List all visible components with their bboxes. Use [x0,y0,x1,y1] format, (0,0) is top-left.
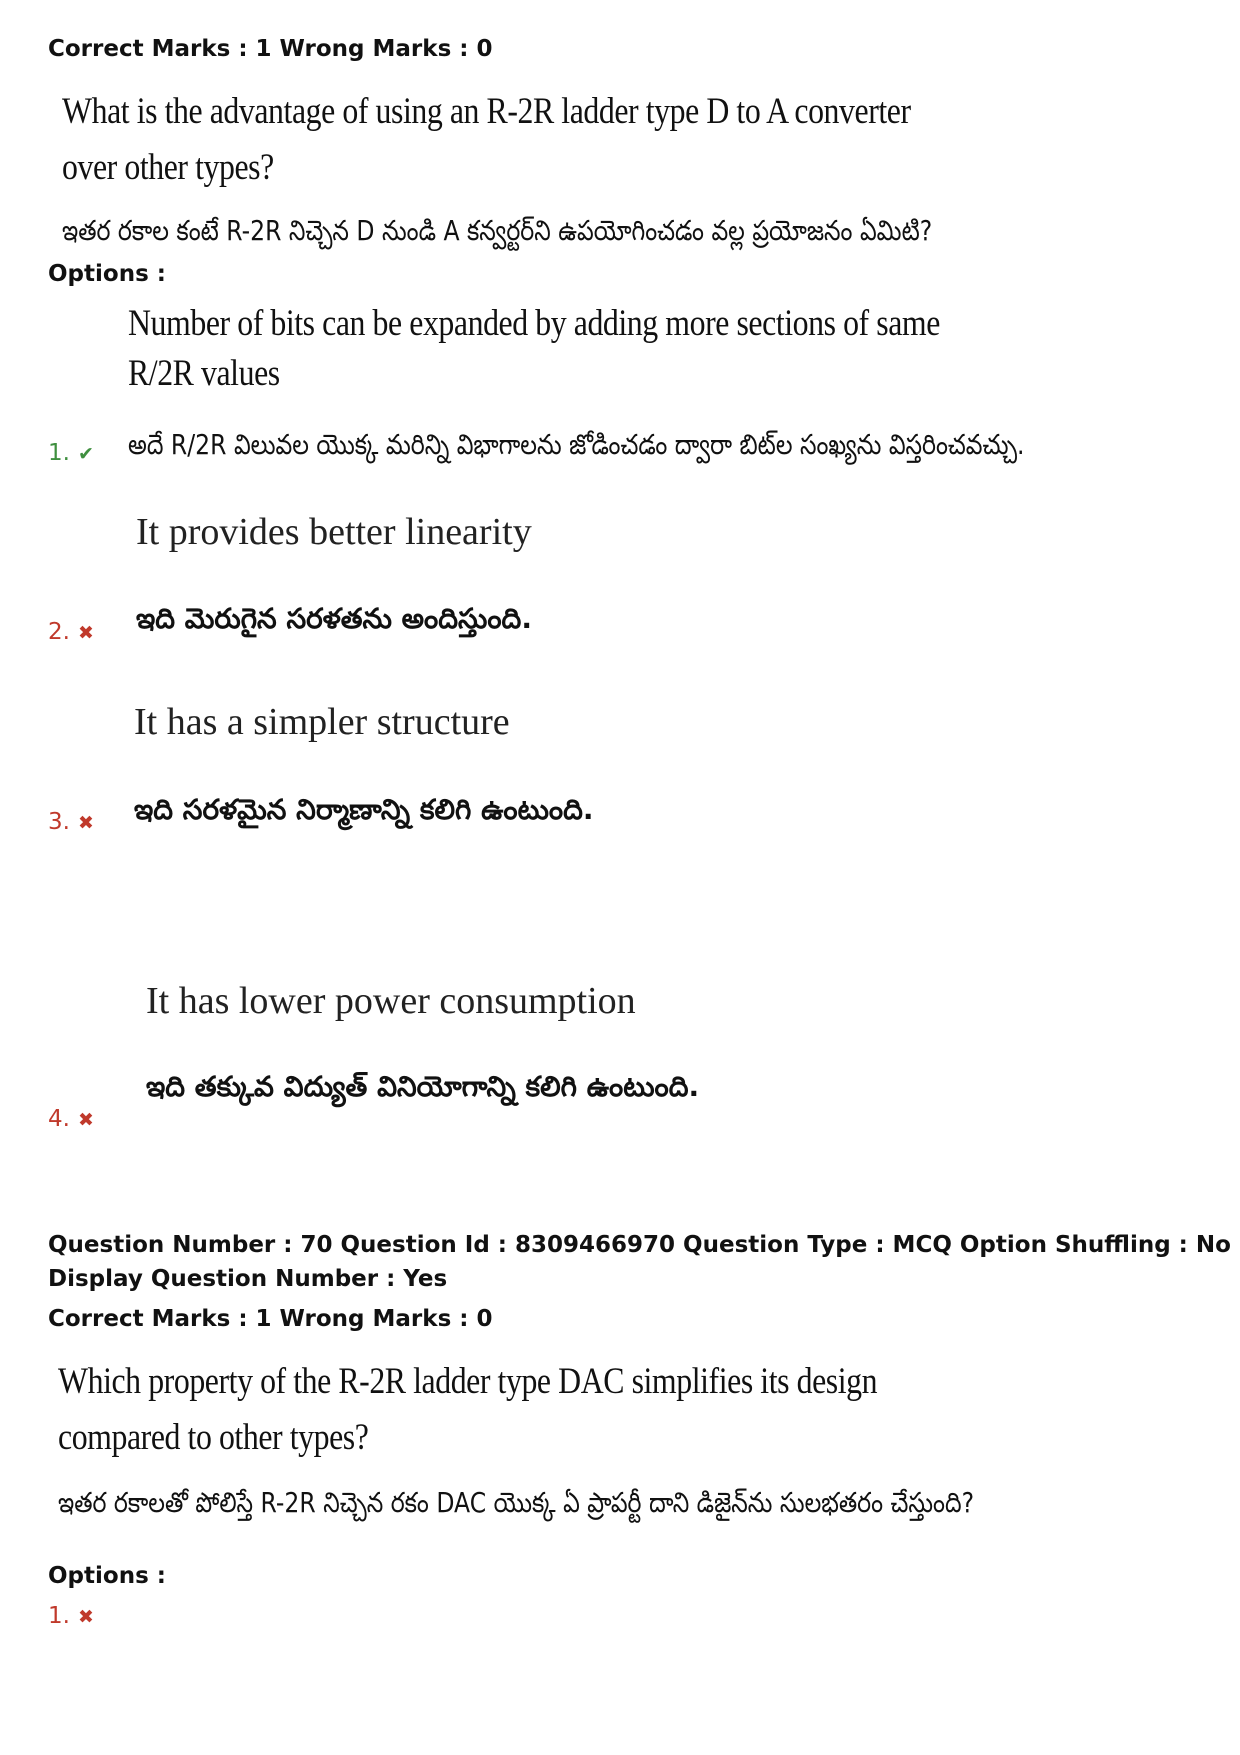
q2-options-label: Options : [48,1563,166,1589]
q1-option-1-number [48,440,94,466]
q2-header-line2: Display Question Number : Yes [48,1266,448,1292]
q1-option-1-te: అదే R/2R విలువల యొక్క మరిన్ని విభాగాలను జోడించడం ద్వారా బిట్‌ల సంఖ్యను విస్తరించవచ్చు. [128,428,1025,461]
option-number: 2. [48,619,70,645]
q1-option-1-en: Number of bits can be expanded by adding more sections of same R/2R values [128,303,940,394]
q1-option-4-number [48,1106,94,1132]
q1-option-2-en: It provides better linearity [136,511,532,553]
q1-option-3-en: It has a simpler structure [134,701,510,743]
cross-icon: ✖ [77,1606,94,1628]
option-number: 1. [48,1603,70,1629]
q2-option-1-number [48,1603,94,1629]
q2-question-en: Which property of the R-2R ladder type DAC simplifies its design compared to other types? [58,1361,878,1458]
option-number: 1. [48,440,70,466]
q1-question-en: What is the advantage of using an R-2R ladder type D to A converter over other types? [62,91,911,188]
q1-option-3-te: ఇది సరళమైన నిర్మాణాన్ని కలిగి ఉంటుంది. [134,793,594,826]
q1-question-te: ఇతర రకాల కంటే R-2R నిచ్చెన D నుండి A కన్వర్టర్‌ని ఉపయోగించడం వల్ల ప్రయోజనం ఏమిటి? [62,214,933,247]
option-number: 3. [48,809,70,835]
q1-option-3-number [48,809,94,835]
q1-option-4-te: ఇది తక్కువ విద్యుత్ వినియోగాన్ని కలిగి ఉంటుంది. [146,1070,700,1103]
q1-option-2-te: ఇది మెరుగైన సరళతను అందిస్తుంది. [136,602,532,635]
q1-option-2-number [48,619,94,645]
check-icon: ✔ [77,443,94,465]
q1-marks: Correct Marks : 1 Wrong Marks : 0 [48,36,493,62]
q2-marks: Correct Marks : 1 Wrong Marks : 0 [48,1306,493,1332]
q2-question-te: ఇతర రకాలతో పోలిస్తే R-2R నిచ్చెన రకం DAC యొక్క ఏ ప్రాపర్టీ దాని డిజైన్‌ను సులభతరం చేస్తుంది? [58,1486,975,1519]
option-number: 4. [48,1106,70,1132]
q1-options-label: Options : [48,261,166,287]
cross-icon: ✖ [77,812,94,834]
q1-option-4-en: It has lower power consumption [146,980,636,1022]
cross-icon: ✖ [77,622,94,644]
cross-icon: ✖ [77,1109,94,1131]
q2-header-line1: Question Number : 70 Question Id : 8309466970 Question Type : MCQ Option Shuffling : No [48,1232,1231,1258]
